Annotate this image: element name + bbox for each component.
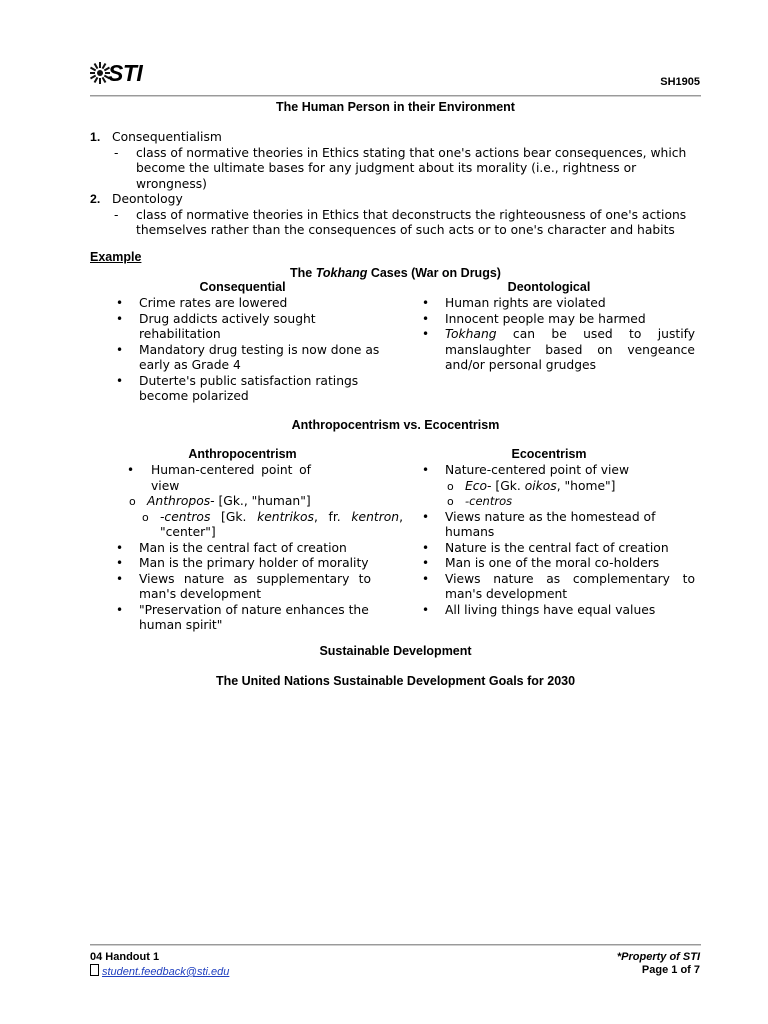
list-item: [113, 572, 371, 603]
bullet: •: [422, 509, 430, 524]
anthropocentrism-bullets: [113, 541, 371, 634]
sub-item-italic: kentrikos: [257, 509, 314, 524]
property-label: [617, 951, 700, 963]
property-text: *Property of STI: [616, 951, 700, 963]
list-item: [113, 541, 371, 557]
list-item: [113, 374, 393, 405]
sub-item-text: [Gk., "human"]: [214, 494, 311, 508]
handout-label: 04 Handout 1: [90, 951, 160, 963]
definition-description: [112, 146, 701, 193]
example-label: Example: [90, 250, 142, 264]
list-item-text: Drug addicts actively sought rehabilitation: [139, 311, 316, 341]
bullet: •: [116, 540, 124, 555]
ecocentrism-bullets: [419, 510, 695, 619]
sub-item-italic: Anthropos-: [147, 494, 215, 508]
list-item-text: can be used to justify manslaughter based on vengeance and/or personal grudges: [445, 327, 695, 372]
sub-item-text: , "home"]: [556, 478, 616, 493]
list-item: [419, 556, 695, 572]
sub-item-italic: kentron: [351, 509, 400, 524]
bullet: •: [116, 602, 124, 617]
list-item: [113, 296, 393, 312]
list-item-text: Duterte's public satisfaction ratings become polarized: [139, 373, 359, 403]
list-item-text: All living things have equal values: [445, 602, 656, 617]
list-item: [419, 603, 695, 619]
list-item-text: Mandatory drug testing is now done as early as Grade 4: [139, 342, 380, 372]
list-item: [419, 572, 695, 603]
sub-item-italic: oikos: [524, 478, 557, 493]
deontological-list: [419, 296, 695, 374]
tokhang-title: [90, 266, 701, 280]
list-item-text: Views nature as the homestead of humans: [445, 509, 656, 539]
sub-item-italic: Eco-: [465, 478, 492, 493]
header-divider: [90, 95, 701, 96]
list-item: [113, 312, 393, 343]
list-item-text: "Preservation of nature enhances the human spirit": [139, 602, 369, 632]
deontological-heading: Deontological: [507, 280, 591, 294]
consequential-list: [113, 296, 393, 405]
list-item-text: Nature is the central fact of creation: [445, 540, 669, 555]
sub-item-text: [Gk.: [491, 478, 525, 493]
list-item: [113, 556, 371, 572]
title-italic: Tokhang: [315, 266, 368, 280]
feedback-email: [90, 964, 229, 978]
list-item-text: Man is the primary holder of morality: [139, 556, 369, 570]
sti-logo-mark-icon: [90, 62, 110, 84]
list-item: [419, 312, 695, 328]
sub-item-text: [Gk.: [210, 509, 258, 524]
bullet: •: [422, 311, 430, 326]
dash-marker: -: [114, 207, 119, 222]
list-item-text: Man is one of the moral co-holders: [445, 556, 660, 570]
list-item-italic: Tokhang: [445, 327, 497, 341]
bullet: •: [422, 571, 430, 586]
definition-item: [90, 192, 701, 239]
sub-bullet: o: [447, 479, 454, 493]
feedback-email-link[interactable]: student.feedback@sti.edu: [102, 966, 230, 978]
bullet: •: [422, 556, 430, 570]
dash-marker: -: [114, 145, 119, 160]
list-item-text: Man is the central fact of creation: [139, 540, 347, 555]
definition-text: class of normative theories in Ethics stating that one's actions bear consequences, which become the ultimate bases for any judgment about its morality (i.e., rightness or wrongness): [136, 145, 687, 191]
centrism-title: Anthropocentrism vs. Ecocentrism: [291, 418, 500, 432]
list-item: [419, 296, 695, 312]
bullet: •: [116, 342, 124, 357]
list-item-text: Innocent people may be harmed: [445, 311, 646, 326]
sub-item-text: , fr.: [313, 509, 352, 524]
document-title: The Human Person in their Environment: [276, 100, 515, 114]
sub-item-italic: -centros: [465, 494, 513, 508]
sti-logo-text: STI: [108, 60, 143, 86]
list-item: [113, 603, 371, 634]
list-item: [419, 541, 695, 557]
definitions-list: [90, 130, 701, 239]
sub-list-item: [129, 494, 393, 510]
sub-bullet: o: [447, 495, 454, 508]
bullet: •: [422, 463, 430, 477]
bullet: •: [422, 602, 430, 617]
title-suffix: Cases (War on Drugs): [367, 266, 501, 280]
anthropocentrism-heading: Anthropocentrism: [188, 447, 297, 461]
sub-bullet: o: [142, 510, 149, 524]
ecocentrism-heading: Ecocentrism: [511, 447, 587, 461]
list-item: [113, 343, 393, 374]
list-item-text: Views nature as complementary to man's development: [445, 571, 695, 601]
list-item-text: Crime rates are lowered: [139, 296, 288, 310]
sub-bullet: o: [129, 495, 136, 508]
definition-text: class of normative theories in Ethics that deconstructs the righteousness of one's actions themselves rather than the consequences of such acts or to one's character and habits: [136, 207, 687, 237]
bullet: •: [422, 296, 430, 310]
bullet: •: [116, 296, 124, 310]
list-item: [419, 463, 695, 479]
bullet: •: [116, 373, 124, 388]
bullet: •: [422, 540, 430, 555]
bullet: •: [422, 327, 430, 341]
definition-description: [112, 208, 701, 239]
list-item-text: Human rights are violated: [445, 296, 606, 310]
sub-item-italic: -centros: [160, 509, 211, 524]
sub-list-item: [447, 479, 695, 495]
bullet: •: [116, 571, 124, 586]
list-item: [419, 510, 695, 541]
document-code: SH1905: [660, 76, 700, 88]
bullet: •: [127, 463, 135, 477]
list-item-text: Human-centered point of view: [151, 463, 311, 493]
mail-icon: [90, 964, 99, 976]
definition-item: [90, 130, 701, 192]
bullet: •: [116, 556, 124, 570]
definition-number: 2.: [90, 192, 101, 206]
footer-divider: [90, 944, 701, 945]
sub-list-item: [447, 494, 695, 510]
sti-logo: [90, 60, 150, 88]
ecocentrism-list: [419, 463, 695, 618]
list-item-text: Views nature as supplementary to man's development: [139, 571, 371, 601]
ecocentrism-first-bullet: [419, 463, 695, 479]
sub-sub-list-item: [142, 510, 403, 541]
list-item: [419, 327, 695, 374]
definition-term: Consequentialism: [112, 130, 222, 144]
sustainable-heading: Sustainable Development: [319, 644, 472, 658]
list-item-text: Nature-centered point of view: [445, 463, 630, 477]
consequential-heading: Consequential: [199, 280, 286, 294]
bullet: •: [116, 311, 124, 326]
sub-item-text: , "center"]: [160, 509, 403, 539]
definition-number: 1.: [90, 130, 101, 144]
list-item: [113, 463, 311, 494]
page-number: Page 1 of 7: [641, 964, 700, 976]
sdg-heading: The United Nations Sustainable Development Goals for 2030: [215, 674, 576, 688]
definition-term: Deontology: [112, 192, 183, 206]
title-prefix: The: [290, 266, 316, 280]
anthropocentrism-list: [113, 463, 403, 634]
